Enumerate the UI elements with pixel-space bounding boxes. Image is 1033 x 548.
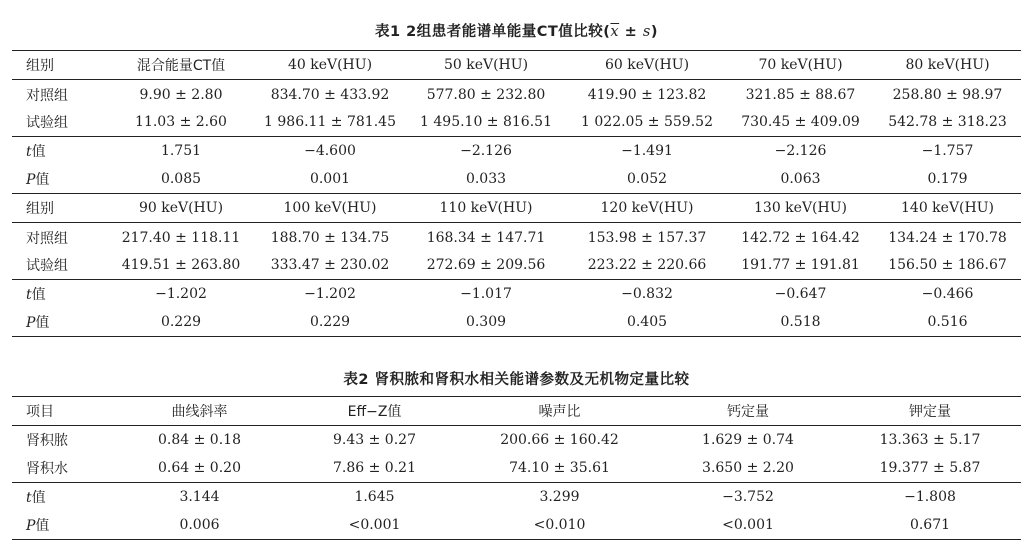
table-row (12, 425, 1021, 454)
table1-header-row (12, 51, 1021, 80)
data-cell: 200.66 ± 160.42 (500, 431, 619, 448)
header-cell: 110 keV(HU) (439, 199, 533, 216)
data-cell: 419.51 ± 263.80 (121, 256, 241, 273)
data-cell: 0.671 (909, 516, 951, 533)
table-row (12, 511, 1021, 540)
header-cell: 80 keV(HU) (905, 56, 990, 73)
data-cell: −0.647 (774, 285, 827, 302)
data-cell: 834.70 ± 433.92 (270, 86, 390, 103)
data-cell: 730.45 ± 409.09 (741, 113, 860, 130)
data-cell: 1.751 (160, 142, 202, 159)
data-cell: 419.90 ± 123.82 (587, 86, 707, 103)
data-cell: 0.001 (309, 170, 351, 187)
header-cell: 50 keV(HU) (443, 56, 529, 73)
header-cell: 40 keV(HU) (287, 56, 373, 73)
row-label: 肾积水 (26, 460, 68, 477)
data-cell: 258.80 ± 98.97 (892, 86, 1003, 103)
header-cell: 曲线斜率 (171, 403, 228, 420)
row-label: P值 (26, 517, 50, 534)
data-cell: −4.600 (304, 142, 356, 159)
header-cell: Eff−Z值 (347, 403, 402, 420)
data-cell: 272.69 ± 209.56 (426, 256, 546, 273)
data-cell: 11.03 ± 2.60 (135, 113, 227, 130)
data-cell: <0.001 (722, 516, 774, 533)
table-row (12, 454, 1021, 483)
header-cell: 组别 (26, 57, 54, 74)
data-cell: 333.47 ± 230.02 (270, 256, 390, 273)
header-cell: 噪声比 (538, 403, 581, 420)
table1 (12, 50, 1021, 337)
row-label: 肾积脓 (26, 432, 68, 449)
data-cell: 188.70 ± 134.75 (270, 229, 390, 246)
data-cell: 1.645 (354, 488, 395, 505)
row-label: P值 (26, 314, 50, 331)
data-cell: 0.052 (626, 170, 668, 187)
data-cell: 74.10 ± 35.61 (509, 459, 610, 476)
data-cell: <0.001 (348, 516, 401, 533)
data-cell: −1.491 (621, 142, 673, 159)
data-cell: 156.50 ± 186.67 (888, 256, 1007, 273)
data-cell: 0.063 (780, 170, 821, 187)
data-cell: 0.518 (780, 313, 821, 330)
table-row (12, 482, 1021, 511)
data-cell: 0.229 (160, 313, 202, 330)
header-cell: 120 keV(HU) (600, 199, 694, 216)
row-label: 对照组 (26, 87, 68, 104)
header-cell: 组别 (26, 200, 54, 217)
header-cell: 140 keV(HU) (901, 199, 994, 216)
table-row (12, 136, 1021, 165)
data-cell: 0.405 (626, 313, 668, 330)
row-label: P值 (26, 171, 50, 188)
table-row (12, 79, 1021, 108)
data-cell: 0.085 (160, 170, 202, 187)
header-cell: 90 keV(HU) (138, 199, 224, 216)
data-cell: 153.98 ± 157.37 (587, 229, 707, 246)
table-row (12, 108, 1021, 137)
data-cell: 0.179 (927, 170, 968, 187)
data-cell: 13.363 ± 5.17 (879, 431, 981, 448)
data-cell: 0.229 (309, 313, 351, 330)
data-cell: 223.22 ± 220.66 (587, 256, 707, 273)
table2-header-row (12, 397, 1021, 426)
data-cell: −1.202 (155, 285, 207, 302)
row-label: t值 (26, 286, 46, 303)
data-cell: 3.299 (539, 488, 580, 505)
table2-caption: 表2 肾积脓和肾积水相关能谱参数及无机物定量比较 (343, 372, 690, 388)
header-cell: 钙定量 (727, 403, 769, 420)
header-cell: 钾定量 (909, 403, 951, 420)
row-label: 对照组 (26, 230, 68, 247)
row-label: 试验组 (26, 114, 68, 131)
data-cell: 217.40 ± 118.11 (121, 229, 241, 246)
data-cell: −0.832 (621, 285, 673, 302)
header-cell: 70 keV(HU) (758, 56, 843, 73)
data-cell: 0.516 (927, 313, 968, 330)
data-cell: 7.86 ± 0.21 (333, 459, 416, 476)
table-row (12, 165, 1021, 194)
table-row (12, 222, 1021, 251)
data-cell: −1.017 (460, 285, 512, 302)
data-cell: 0.64 ± 0.20 (158, 459, 241, 476)
table-row (12, 279, 1021, 308)
data-cell: −0.466 (921, 285, 974, 302)
data-cell: 321.85 ± 88.67 (745, 86, 856, 103)
data-cell: 9.90 ± 2.80 (139, 86, 223, 103)
data-cell: −3.752 (722, 488, 774, 505)
data-cell: −2.126 (774, 142, 827, 159)
data-cell: −1.808 (904, 488, 956, 505)
row-label: t值 (26, 489, 46, 506)
data-cell: <0.010 (533, 516, 586, 533)
data-cell: 542.78 ± 318.23 (888, 113, 1007, 130)
data-cell: 9.43 ± 0.27 (333, 431, 416, 448)
table1-caption: 表1 2组患者能谱单能量CT值比较$(\overline{x} \pm s)$ (375, 24, 658, 40)
data-cell: 0.033 (465, 170, 507, 187)
data-cell: −1.202 (304, 285, 356, 302)
data-cell: 1 022.05 ± 559.52 (581, 113, 713, 130)
data-cell: 0.84 ± 0.18 (158, 431, 241, 448)
data-cell: 0.006 (179, 516, 220, 533)
row-label: 试验组 (26, 257, 68, 274)
data-cell: 577.80 ± 232.80 (426, 86, 546, 103)
header-cell: 130 keV(HU) (754, 199, 847, 216)
data-cell: 3.144 (179, 488, 220, 505)
header-cell: 混合能量CT值 (136, 57, 226, 74)
header-cell: 项目 (26, 403, 54, 420)
data-cell: 1 495.10 ± 816.51 (420, 113, 552, 130)
header-cell: 60 keV(HU) (604, 56, 690, 73)
table1-header-row-2 (12, 193, 1021, 222)
data-cell: −1.757 (921, 142, 974, 159)
data-cell: 168.34 ± 147.71 (426, 229, 546, 246)
row-label: t值 (26, 143, 46, 160)
data-cell: 191.77 ± 191.81 (741, 256, 860, 273)
data-cell: 134.24 ± 170.78 (888, 229, 1007, 246)
data-cell: 3.650 ± 2.20 (702, 459, 794, 476)
data-cell: 19.377 ± 5.87 (879, 459, 981, 476)
data-cell: −2.126 (460, 142, 512, 159)
data-cell: 0.309 (465, 313, 507, 330)
table-row (12, 251, 1021, 280)
table2 (12, 396, 1021, 540)
data-cell: 142.72 ± 164.42 (741, 229, 860, 246)
header-cell: 100 keV(HU) (283, 199, 377, 216)
table-row (12, 308, 1021, 337)
data-cell: 1.629 ± 0.74 (702, 431, 794, 448)
data-cell: 1 986.11 ± 781.45 (264, 113, 396, 130)
